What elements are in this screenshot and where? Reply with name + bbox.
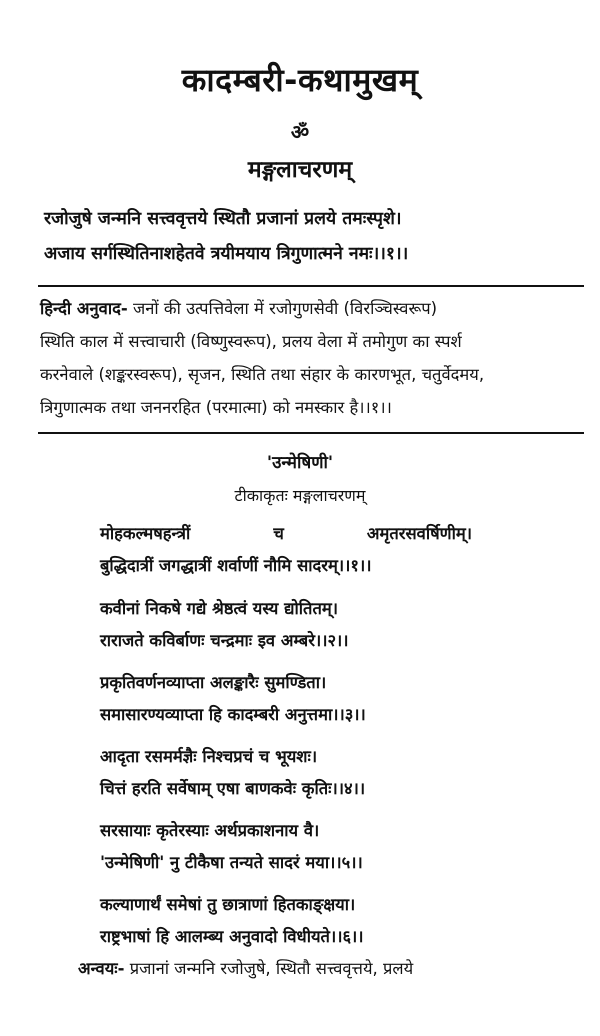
sloka-line-6: समासारण्यव्याप्ता हि कादम्बरी अनुत्तमा।।३।। bbox=[100, 705, 366, 724]
sloka-line-11: कल्याणार्थं समेषां तु छात्राणां हितकाङ्क्षया। bbox=[100, 895, 356, 914]
commentary-subtitle: टीकाकृतः मङ्गलाचरणम् bbox=[234, 486, 366, 505]
anvaya-text: प्रजानां जन्मनि रजोजुषे, स्थितौ सत्त्ववृत्तये, प्रलये bbox=[124, 959, 414, 978]
sloka-word: अमृतरसवर्षिणीम्। bbox=[366, 524, 472, 543]
hindi-translation-line-4: त्रिगुणात्मक तथा जननरहित (परमात्मा) को नमस्कार है।।१।। bbox=[40, 398, 392, 417]
anvaya-label: अन्वयः- bbox=[78, 959, 125, 978]
hindi-translation-label: हिन्दी अनुवाद- bbox=[40, 299, 128, 318]
anvaya-line bbox=[78, 956, 590, 979]
sloka-line-12: राष्ट्रभाषां हि आलम्ब्य अनुवादो विधीयते।।६।। bbox=[100, 927, 364, 946]
sloka-line-8: चित्तं हरति सर्वेषाम् एषा बाणकवेः कृतिः।।४।। bbox=[100, 779, 366, 798]
commentary-title: 'उन्मेषिणी' bbox=[266, 453, 334, 473]
sloka-line-9: सरसायाः कृतेरस्याः अर्थप्रकाशनाय वै। bbox=[100, 821, 320, 840]
verse-line-2: अजाय सर्गस्थितिनाशहेतवे त्रयीमयाय त्रिगुणात्मने नमः।।१।। bbox=[44, 244, 409, 264]
sloka-line-1 bbox=[100, 521, 472, 544]
sloka-line-4: राराजते कविर्बाणः चन्द्रमाः इव अम्बरे।।२।। bbox=[100, 631, 349, 650]
hindi-translation-line-2: स्थिति काल में सत्त्वाचारी (विष्णुस्वरूप), प्रलय वेला में तमोगुण का स्पर्श bbox=[40, 332, 462, 351]
hindi-translation-text: जनों की उत्पत्तिवेला में रजोगुणसेवी (विरञ्चिस्वरूप) bbox=[127, 299, 438, 318]
sloka-line-7: आदृता रसमर्मज्ञैः निश्चप्रचं च भूयशः। bbox=[100, 747, 318, 766]
hindi-translation-line-1 bbox=[40, 296, 588, 319]
verse-line-1: रजोजुषे जन्मनि सत्त्ववृत्तये स्थितौ प्रजानां प्रलये तमःस्पृशे। bbox=[44, 209, 402, 229]
sloka-word: च bbox=[273, 524, 284, 543]
divider-bottom bbox=[38, 432, 584, 434]
section-heading: मङ्गलाचरणम् bbox=[247, 157, 353, 183]
sloka-line-3: कवीनां निकषे गद्ये श्रेष्ठत्वं यस्य द्योतितम्। bbox=[100, 599, 338, 618]
hindi-translation-line-3: करनेवाले (शङ्करस्वरूप), सृजन, स्थिति तथा संहार के कारणभूत, चतुर्वेदमय, bbox=[40, 365, 485, 384]
sloka-line-5: प्रकृतिवर्णनव्याप्ता अलङ्कारैः सुमण्डिता। bbox=[100, 673, 327, 692]
om-symbol: ॐ bbox=[290, 120, 310, 144]
page-title: कादम्बरी-कथामुखम् bbox=[181, 61, 419, 99]
sloka-line-2: बुद्धिदात्रीं जगद्धात्रीं शर्वाणीं नौमि सादरम्।।१।। bbox=[100, 556, 372, 575]
sloka-line-10: 'उन्मेषिणी' नु टीकैषा तन्यते सादरं मया।।५।। bbox=[100, 853, 363, 872]
divider-top bbox=[38, 285, 584, 287]
sloka-word: मोहकल्मषहन्त्रीं bbox=[100, 524, 191, 543]
